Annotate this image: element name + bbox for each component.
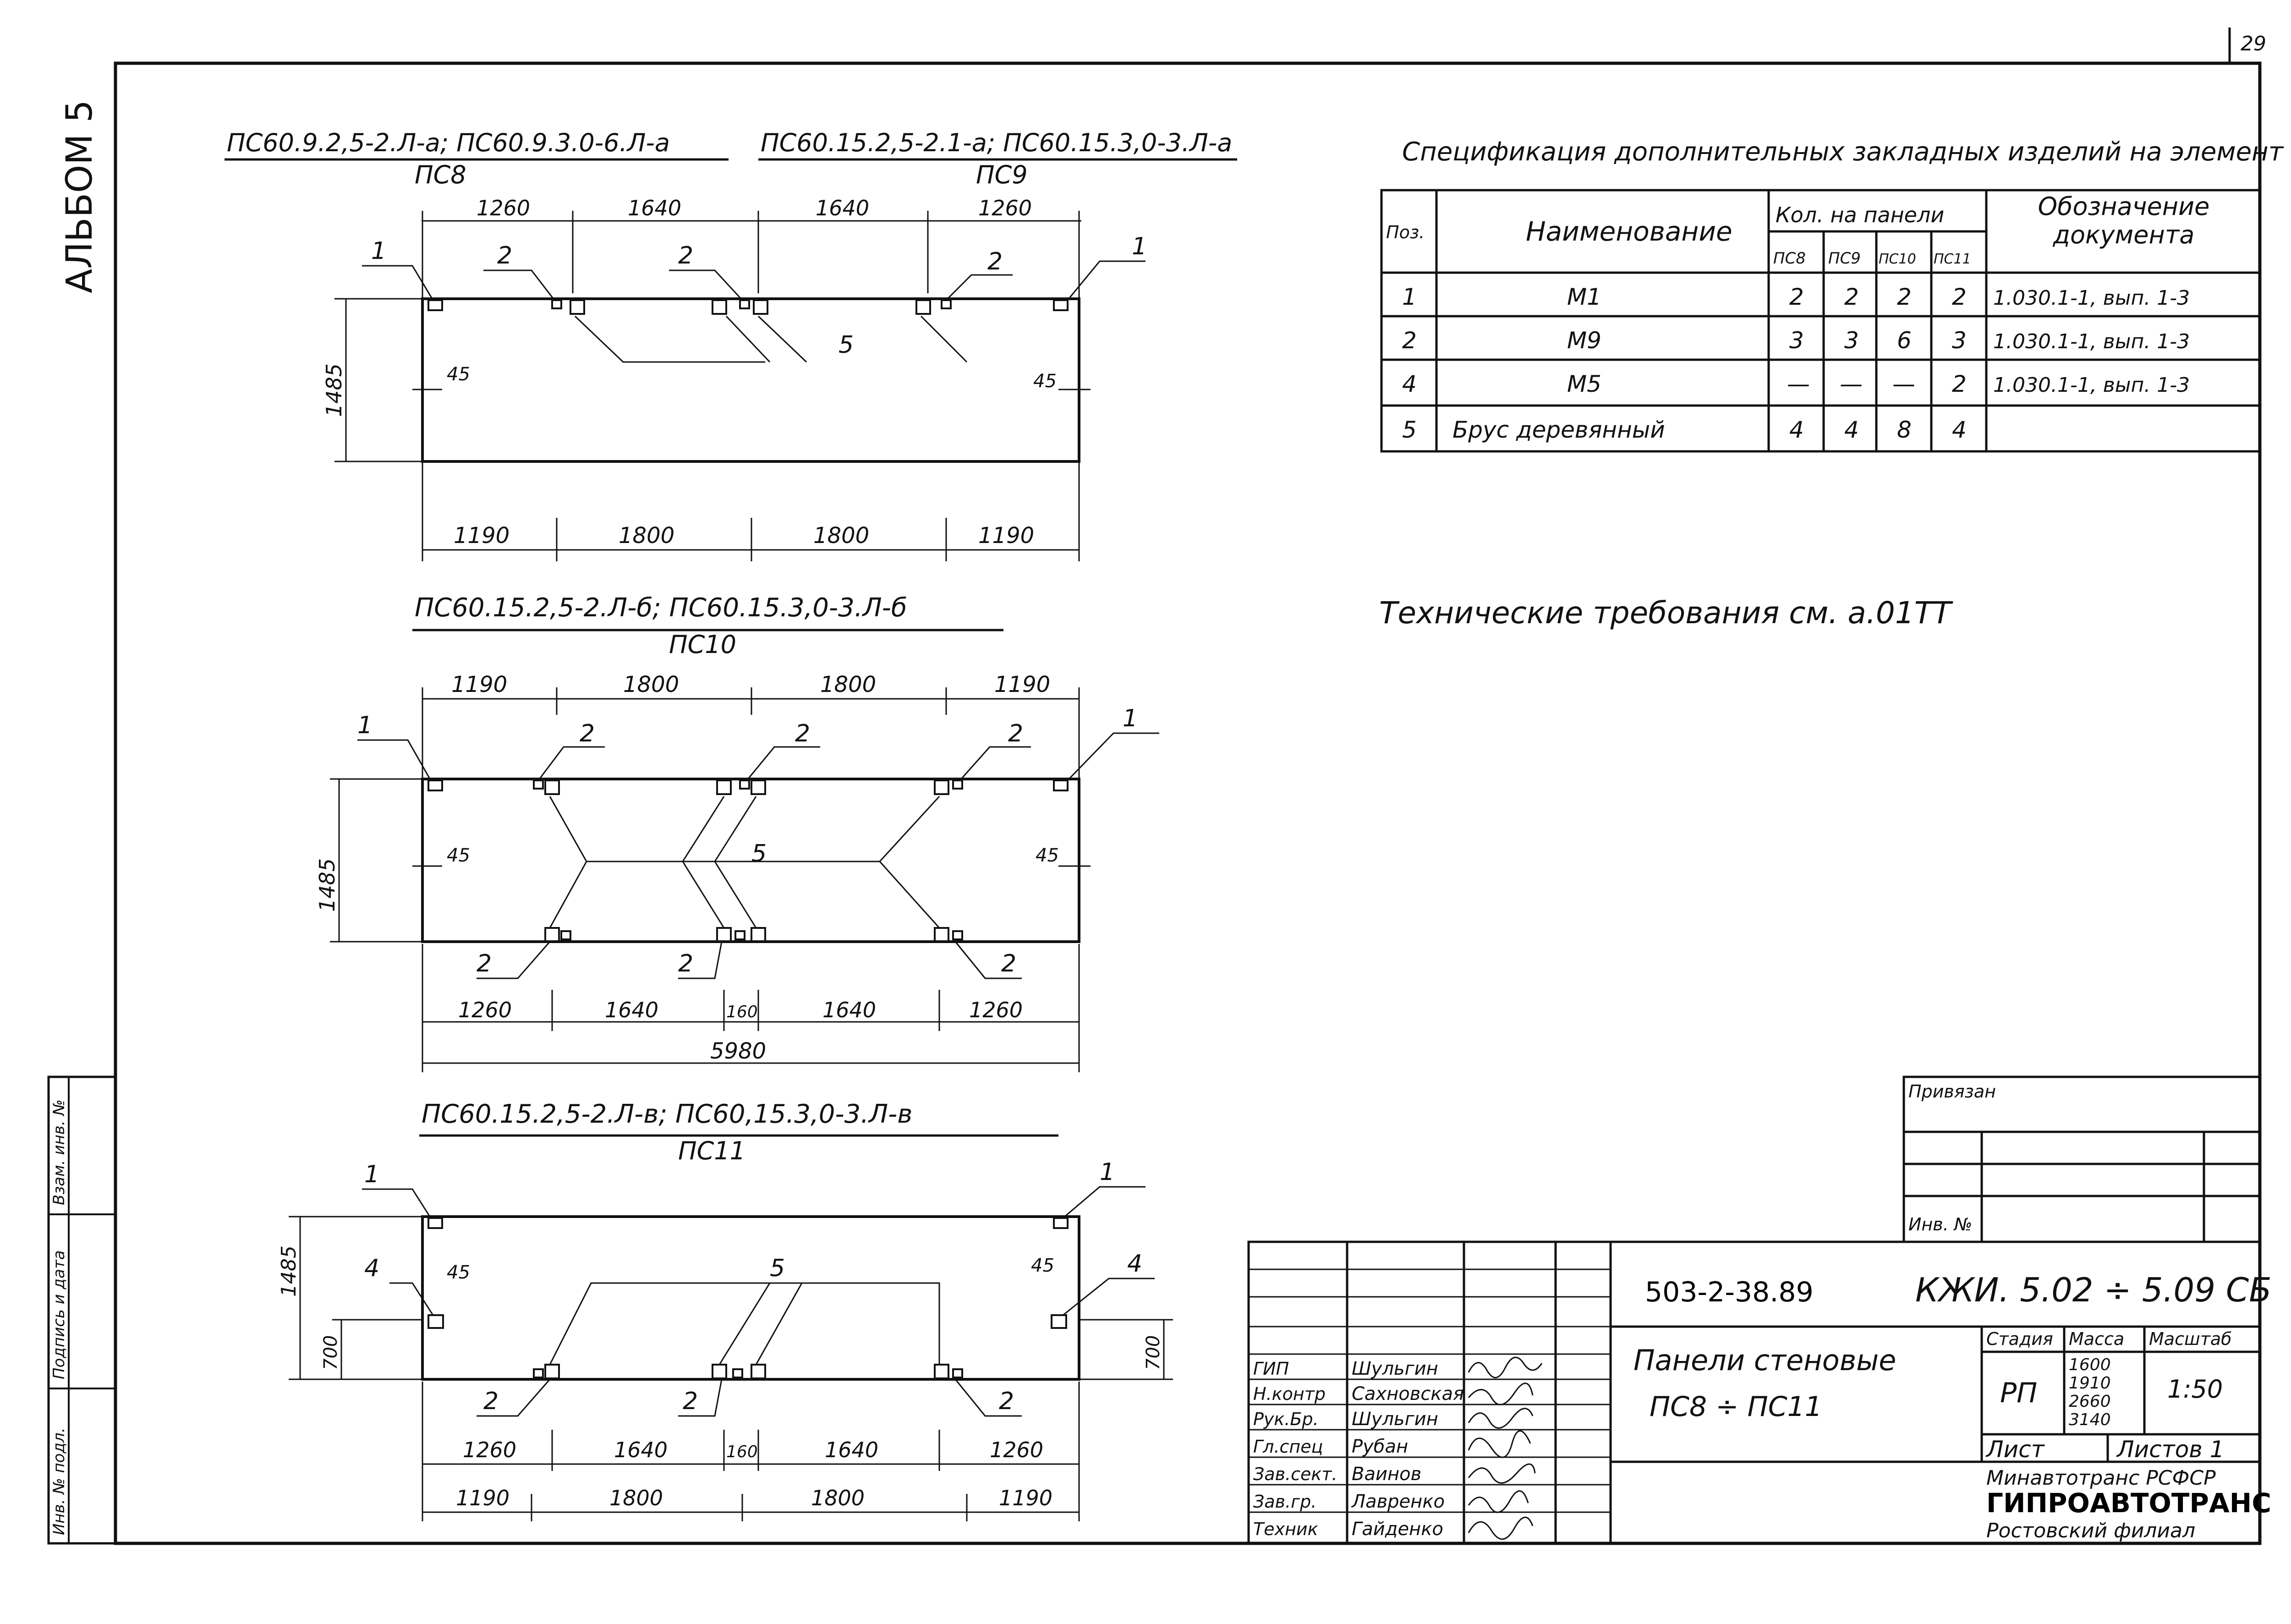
tech-requirements: Технические требования см. а.01ТТ [1379, 595, 1951, 631]
panel-body [422, 299, 1079, 461]
spec-r2-pos: 2 [1402, 327, 1417, 354]
spec-head-pc8: ПС8 [1773, 249, 1806, 268]
tb-stage-label: Стадия [1986, 1329, 2053, 1349]
pc11-dim-bot2-3: 1800 [811, 1486, 865, 1510]
tb-title-1: Панели стеновые [1633, 1344, 1896, 1377]
dim-45-right: 45 [1033, 371, 1057, 392]
name-pc11: ПС11 [678, 1136, 746, 1165]
dim-top-4: 1260 [978, 196, 1032, 220]
pc10-label-2c: 2 [1008, 720, 1024, 747]
spec-r1-name: М1 [1567, 284, 1601, 310]
spec-r4-q4: 4 [1952, 417, 1967, 443]
spec-r2-q2: 3 [1844, 327, 1859, 354]
spec-table [1381, 137, 2284, 451]
spec-head-pc11: ПС11 [1934, 251, 1971, 267]
spec-r4-q2: 4 [1844, 417, 1859, 443]
tb-scale-label: Масштаб [2149, 1329, 2232, 1349]
privyazan-block [1904, 1077, 2260, 1242]
pc11-label-5: 5 [770, 1255, 785, 1282]
pc10-label-5: 5 [751, 840, 767, 867]
pc11-label-4-right: 4 [1127, 1250, 1143, 1278]
pc10-dim-bot-5: 1260 [969, 998, 1023, 1022]
pc11-dim-height: 1485 [277, 1245, 301, 1297]
spec-r3-q4: 2 [1952, 371, 1967, 397]
pc10-label-2f: 2 [1001, 950, 1017, 977]
pc11-dim-bot-1: 1260 [463, 1437, 517, 1462]
name-pc10: ПС10 [669, 630, 737, 659]
sheet-number: 29 [2241, 32, 2266, 55]
spec-r1-pos: 1 [1402, 284, 1417, 310]
spec-head-doc: Обозначение документа [2038, 192, 2210, 249]
pc11-panel-body [422, 1217, 1079, 1379]
spec-r4-q1: 4 [1789, 417, 1804, 443]
tb-mass-2: 1910 [2069, 1374, 2111, 1393]
pc10-label-2b: 2 [795, 720, 811, 747]
tb-name-2: Сахновская [1352, 1383, 1464, 1405]
title-pc10: ПС60.15.2,5-2.Л-б; ПС60.15.3,0-3.Л-б [415, 593, 907, 623]
spec-r2-q1: 3 [1789, 327, 1804, 354]
tb-name-3: Шульгин [1352, 1409, 1438, 1430]
tb-role-7: Техник [1253, 1519, 1318, 1539]
tb-mass-4: 3140 [2069, 1410, 2111, 1429]
spec-head-pc10: ПС10 [1879, 251, 1916, 267]
tb-role-5: Зав.сект. [1253, 1464, 1337, 1484]
spec-r4-pos: 5 [1402, 417, 1417, 443]
title-pc11: ПС60.15.2,5-2.Л-в; ПС60,15.3,0-3.Л-в [422, 1099, 913, 1129]
tb-mass-3: 2660 [2069, 1392, 2111, 1411]
tb-stage: РП [2000, 1377, 2038, 1409]
tb-role-6: Зав.гр. [1253, 1492, 1317, 1512]
dim-45-left: 45 [447, 364, 470, 385]
pc10-label-1-left: 1 [357, 712, 373, 739]
label-2c: 2 [987, 248, 1003, 275]
spec-head-pos: Поз. [1386, 222, 1425, 242]
tb-org-3: Ростовский филиал [1986, 1519, 2196, 1542]
pc11-label-2b: 2 [683, 1388, 698, 1415]
tb-code: КЖИ. 5.02 ÷ 5.09 СБ [1915, 1271, 2272, 1309]
dim-top-2: 1640 [628, 196, 682, 220]
pc10-panel-body [422, 779, 1079, 942]
pc10-dim-top-3: 1800 [820, 672, 877, 697]
spec-head-doc-wrap [1991, 192, 2257, 270]
pc11-label-1-right: 1 [1100, 1158, 1115, 1186]
spec-r3-doc: 1.030.1-1, вып. 1-3 [1993, 373, 2190, 397]
label-2a: 2 [497, 242, 513, 269]
spec-head-pc9: ПС9 [1828, 249, 1861, 268]
pc11-dim-bot2-1: 1190 [456, 1486, 510, 1510]
tb-role-3: Рук.Бр. [1253, 1409, 1319, 1429]
pc11-dim-45-left: 45 [447, 1262, 470, 1283]
tb-scale: 1:50 [2167, 1375, 2223, 1404]
tb-project: 503-2-38.89 [1645, 1276, 1814, 1308]
dim-top-3: 1640 [816, 196, 870, 220]
side-stamp [49, 1077, 115, 1543]
tb-role-1: ГИП [1253, 1359, 1289, 1379]
tb-name-7: Гайденко [1352, 1519, 1443, 1540]
spec-head-qty: Кол. на панели [1776, 203, 1945, 227]
sheet-frame [115, 63, 2260, 1543]
label-1-left: 1 [371, 237, 387, 265]
dim-top-1: 1260 [477, 196, 531, 220]
pc11-dim-bot-2: 1640 [614, 1437, 668, 1462]
pc11-dim-bot2-4: 1190 [999, 1486, 1053, 1510]
pc11-dim-bot-5: 1260 [990, 1437, 1044, 1462]
tb-mass-1: 1600 [2069, 1355, 2111, 1374]
pc10-dim-bot-2: 1640 [605, 998, 659, 1022]
album-label: АЛЬБОМ 5 [59, 99, 100, 293]
spec-r1-q1: 2 [1789, 284, 1804, 310]
pc11-label-2c: 2 [999, 1388, 1014, 1415]
stamp-inv-podl: Инв. № подл. [50, 1427, 68, 1535]
spec-r2-q3: 6 [1897, 327, 1912, 354]
pc11-dim-bot-3: 160 [726, 1443, 758, 1461]
title-pc9: ПС60.15.2,5-2.1-а; ПС60.15.3,0-3.Л-а [761, 128, 1233, 157]
tb-title-2: ПС8 ÷ ПС11 [1650, 1391, 1822, 1423]
pc10-dim-total: 5980 [710, 1038, 767, 1064]
tb-name-1: Шульгин [1352, 1358, 1438, 1379]
pc10-label-2a: 2 [580, 720, 595, 747]
pc10-dim-top-4: 1190 [994, 672, 1051, 697]
pc10-dim-bot-1: 1260 [458, 998, 512, 1022]
pc11-label-1-left: 1 [364, 1161, 380, 1188]
spec-r2-doc: 1.030.1-1, вып. 1-3 [1993, 330, 2190, 353]
tb-name-4: Рубан [1352, 1436, 1409, 1457]
label-1-right: 1 [1132, 233, 1147, 260]
dim-bot-3: 1800 [813, 523, 870, 549]
pc11-dim-700-right: 700 [1143, 1335, 1164, 1370]
spec-r1-q4: 2 [1952, 284, 1967, 310]
spec-r3-q3: — [1892, 371, 1915, 397]
tb-mass-label: Масса [2069, 1329, 2125, 1349]
spec-title: Спецификация дополнительных закладных изделий на элемент [1402, 137, 2284, 167]
pc10-dim-top-1: 1190 [451, 672, 508, 697]
pc10-label-2e: 2 [678, 950, 694, 977]
stamp-podpis: Подпись и дата [50, 1250, 68, 1379]
pc10-dim-45-right: 45 [1036, 845, 1059, 866]
dim-bot-1: 1190 [454, 523, 510, 549]
tb-org-2: ГИПРОАВТОТРАНС [1986, 1487, 2271, 1519]
pc10-dim-45-left: 45 [447, 845, 470, 866]
pc10-dim-bot-4: 1640 [822, 998, 877, 1022]
pc10-dim-height: 1485 [315, 858, 340, 912]
spec-r1-q2: 2 [1844, 284, 1859, 310]
pc11-label-2a: 2 [483, 1388, 499, 1415]
spec-r4-q3: 8 [1897, 417, 1912, 443]
dim-height: 1485 [322, 363, 346, 417]
panel-pc8-pc9 [225, 128, 1237, 561]
name-pc9: ПС9 [976, 160, 1028, 189]
panel-pc10 [315, 593, 1159, 1072]
spec-r1-q3: 2 [1897, 284, 1912, 310]
pc10-label-1-right: 1 [1123, 705, 1138, 732]
spec-r3-pos: 4 [1402, 371, 1417, 397]
dim-bot-2: 1800 [619, 523, 675, 549]
title-block [1249, 1242, 2272, 1543]
pc11-dim-bot-4: 1640 [825, 1437, 879, 1462]
tb-org-1: Минавтотранс РСФСР [1986, 1466, 2216, 1490]
spec-r2-q4: 3 [1952, 327, 1967, 354]
name-pc8: ПС8 [415, 160, 466, 189]
label-2b: 2 [678, 242, 694, 269]
label-5: 5 [839, 331, 854, 359]
pc10-dim-top-2: 1800 [623, 672, 680, 697]
tb-name-6: Лавренко [1352, 1491, 1445, 1512]
privyazan-inv: Инв. № [1908, 1214, 1973, 1234]
spec-r4-name: Брус деревянный [1452, 417, 1665, 443]
tb-name-5: Ваинов [1352, 1464, 1422, 1485]
pc10-label-2d: 2 [477, 950, 492, 977]
spec-r2-name: М9 [1567, 327, 1601, 354]
pc11-dim-700-left: 700 [320, 1335, 341, 1370]
tb-role-4: Гл.спец [1253, 1437, 1323, 1457]
tb-role-2: Н.контр [1253, 1384, 1326, 1404]
stamp-vzam: Взам. инв. № [50, 1099, 68, 1205]
spec-head-name: Наименование [1526, 216, 1732, 247]
tb-sheet-label: Лист [1986, 1436, 2044, 1463]
pc11-dim-45-right: 45 [1031, 1255, 1054, 1276]
privyazan-label: Привязан [1908, 1081, 1996, 1102]
pc10-dim-bot-3: 160 [726, 1003, 758, 1021]
spec-r3-q1: — [1787, 371, 1810, 397]
dim-bot-4: 1190 [978, 523, 1035, 549]
panel-pc11 [277, 1099, 1173, 1521]
tb-sheets-label: Листов 1 [2117, 1436, 2225, 1463]
spec-r3-name: М5 [1567, 371, 1601, 397]
pc11-dim-bot2-2: 1800 [609, 1486, 663, 1510]
pc11-label-4-left: 4 [364, 1255, 380, 1282]
spec-r1-doc: 1.030.1-1, вып. 1-3 [1993, 286, 2190, 310]
spec-r3-q2: — [1840, 371, 1863, 397]
title-pc8: ПС60.9.2,5-2.Л-а; ПС60.9.3.0-6.Л-а [227, 128, 670, 157]
